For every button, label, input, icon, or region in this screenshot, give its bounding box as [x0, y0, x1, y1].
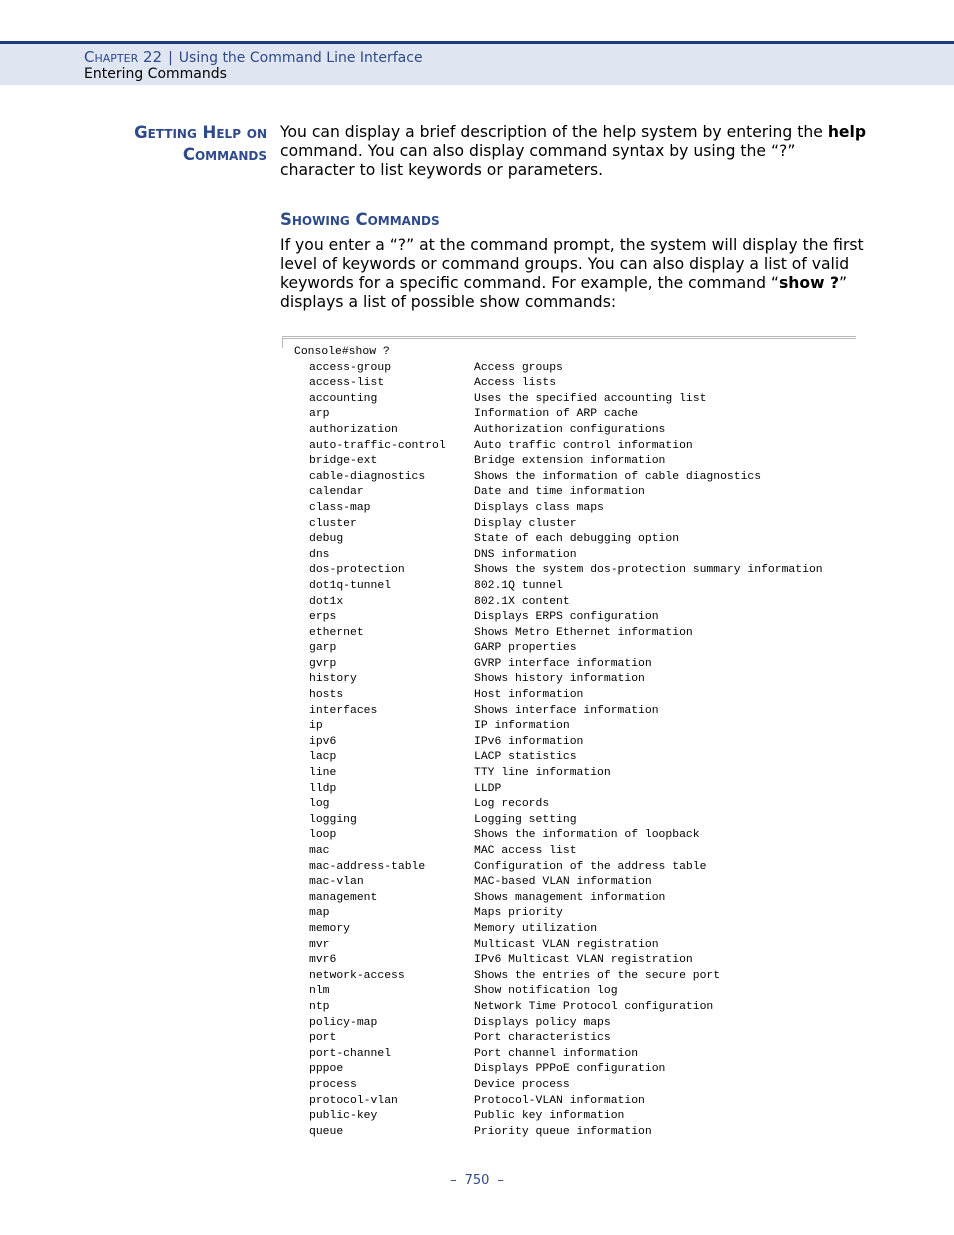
command-description: MAC access list: [474, 845, 577, 857]
command-description: Displays ERPS configuration: [474, 611, 659, 624]
command-description: Protocol-VLAN information: [474, 1094, 645, 1107]
command-description: 802.1X content: [474, 595, 570, 608]
command-description: TTY line information: [474, 767, 611, 780]
section-heading: [96, 122, 267, 166]
command-keyword: class-map: [309, 501, 371, 514]
command-description: Authorization configurations: [474, 423, 666, 436]
header-separator: |: [168, 50, 173, 66]
command-keyword: mvr: [309, 938, 330, 951]
command-description: Shows management information: [474, 891, 666, 904]
command-keyword: access-group: [309, 361, 392, 374]
command-keyword: nlm: [309, 985, 330, 998]
command-keyword: cable-diagnostics: [309, 470, 426, 483]
page-number: 750: [464, 1173, 490, 1188]
command-description: GARP properties: [474, 642, 577, 655]
command-keyword: ipv6: [309, 735, 337, 748]
command-keyword: dot1q-tunnel: [309, 579, 392, 592]
command-description: Port characteristics: [474, 1032, 611, 1045]
command-description: Device process: [474, 1078, 570, 1091]
command-keyword: gvrp: [309, 657, 337, 670]
command-description: Shows the system dos-protection summary information: [474, 564, 823, 577]
command-description: Display cluster: [474, 517, 577, 530]
command-keyword: policy-map: [309, 1016, 378, 1029]
subsection-text-after: ” displays a list of possible show commands:: [280, 274, 848, 311]
footer-dash-left: –: [450, 1173, 457, 1188]
command-keyword: queue: [309, 1125, 344, 1138]
command-description: Information of ARP cache: [474, 408, 639, 421]
command-description: Shows Metro Ethernet information: [474, 626, 693, 639]
command-keyword: access-list: [309, 377, 385, 390]
command-description: Shows history information: [474, 673, 645, 686]
page-footer: [0, 1173, 954, 1188]
chapter-title: Using the Command Line Interface: [178, 50, 423, 66]
command-description: Network Time Protocol configuration: [474, 1000, 714, 1013]
command-keyword: network-access: [309, 969, 405, 982]
command-keyword: mvr6: [309, 954, 337, 967]
intro-paragraph: [280, 123, 870, 180]
command-description: Public key information: [474, 1110, 625, 1123]
command-description: MAC-based VLAN information: [474, 876, 652, 889]
command-keyword: map: [309, 907, 330, 920]
command-description: Displays PPPoE configuration: [474, 1063, 666, 1076]
footer-dash-right: –: [497, 1173, 504, 1188]
command-keyword: protocol-vlan: [309, 1094, 398, 1107]
command-description: Show notification log: [474, 985, 618, 998]
command-keyword: garp: [309, 642, 337, 655]
command-keyword: mac-vlan: [309, 876, 364, 889]
command-keyword: port-channel: [309, 1047, 392, 1060]
command-description: GVRP interface information: [474, 657, 652, 670]
command-keyword: memory: [309, 922, 351, 935]
command-keyword: arp: [309, 408, 330, 421]
command-keyword: calendar: [309, 486, 364, 499]
command-keyword: log: [309, 798, 330, 811]
header-section-name: Entering Commands: [84, 66, 227, 82]
command-keyword: ethernet: [309, 626, 364, 639]
intro-text-before: You can display a brief description of the help system by entering the: [280, 123, 828, 141]
command-keyword: bridge-ext: [309, 455, 378, 468]
command-keyword: management: [309, 891, 378, 904]
command-description: Shows interface information: [474, 704, 659, 717]
command-description: Shows the information of loopback: [474, 829, 700, 842]
section-heading-line1: Getting Help on: [134, 123, 267, 142]
intro-keyword: help: [827, 123, 867, 141]
command-description: LACP statistics: [474, 751, 577, 764]
code-prompt-line: Console#show ?: [294, 346, 390, 358]
command-description: Logging setting: [474, 813, 577, 826]
command-keyword: cluster: [309, 517, 357, 530]
command-keyword: dns: [309, 548, 330, 561]
command-description: Priority queue information: [474, 1125, 652, 1138]
command-description: Access groups: [474, 361, 563, 374]
command-description: DNS information: [474, 548, 577, 561]
command-keyword: mac: [309, 845, 330, 857]
command-description: Shows the information of cable diagnostics: [474, 470, 762, 483]
command-description: Port channel information: [474, 1047, 639, 1060]
command-description: Configuration of the address table: [474, 860, 707, 873]
command-description: Displays policy maps: [474, 1016, 611, 1029]
command-description: Date and time information: [474, 486, 645, 499]
subsection-heading: Showing Commands: [280, 210, 440, 229]
command-keyword: history: [309, 673, 357, 686]
command-keyword: hosts: [309, 689, 344, 702]
section-heading-line2: Commands: [182, 145, 267, 164]
command-description: Memory utilization: [474, 922, 598, 935]
intro-text-after: command. You can also display command syntax by using the “?” character to list keywords or parameters.: [280, 142, 796, 179]
command-keyword: lldp: [309, 782, 337, 795]
header-chapter-line: [84, 48, 423, 66]
command-keyword: accounting: [309, 392, 378, 405]
page-header: [0, 41, 954, 85]
command-description: Host information: [474, 689, 584, 702]
command-keyword: port: [309, 1032, 337, 1045]
command-keyword: debug: [309, 533, 344, 546]
command-keyword: pppoe: [309, 1063, 344, 1076]
command-keyword: lacp: [309, 751, 337, 764]
command-keyword: auto-traffic-control: [309, 439, 446, 452]
command-description: Auto traffic control information: [474, 439, 693, 452]
command-description: Bridge extension information: [474, 455, 666, 468]
command-keyword: ip: [309, 720, 323, 733]
command-keyword: process: [309, 1078, 357, 1091]
command-keyword: line: [309, 767, 337, 780]
command-description: 802.1Q tunnel: [474, 579, 563, 592]
subsection-keyword: show ?: [779, 274, 839, 292]
command-keyword: dos-protection: [309, 564, 405, 577]
command-description: Multicast VLAN registration: [474, 938, 659, 951]
command-keyword: ntp: [309, 1000, 330, 1013]
command-description: IP information: [474, 720, 570, 733]
command-description: State of each debugging option: [474, 533, 680, 546]
command-description: Uses the specified accounting list: [474, 392, 707, 405]
command-keyword: erps: [309, 611, 337, 624]
command-description: IPv6 Multicast VLAN registration: [474, 954, 693, 967]
command-keyword: mac-address-table: [309, 860, 426, 873]
command-keyword: interfaces: [309, 704, 378, 717]
command-description: Maps priority: [474, 907, 563, 920]
command-description: Access lists: [474, 377, 557, 390]
command-keyword: authorization: [309, 423, 398, 436]
command-description: IPv6 information: [474, 735, 584, 748]
chapter-number: Chapter 22: [84, 48, 163, 66]
command-keyword: loop: [309, 829, 337, 842]
command-description: Displays class maps: [474, 501, 604, 514]
command-keyword: public-key: [309, 1110, 378, 1123]
command-description: LLDP: [474, 782, 502, 795]
subsection-text-before: If you enter a “?” at the command prompt, the system will display the first level of keywords or command groups. You can also display a list of valid keywords for a specific command. For example, the command “: [280, 236, 864, 292]
command-keyword: dot1x: [309, 595, 344, 608]
command-description: Shows the entries of the secure port: [474, 969, 721, 982]
command-keyword: logging: [309, 813, 357, 826]
subsection-paragraph: [280, 236, 870, 312]
command-description: Log records: [474, 798, 550, 811]
